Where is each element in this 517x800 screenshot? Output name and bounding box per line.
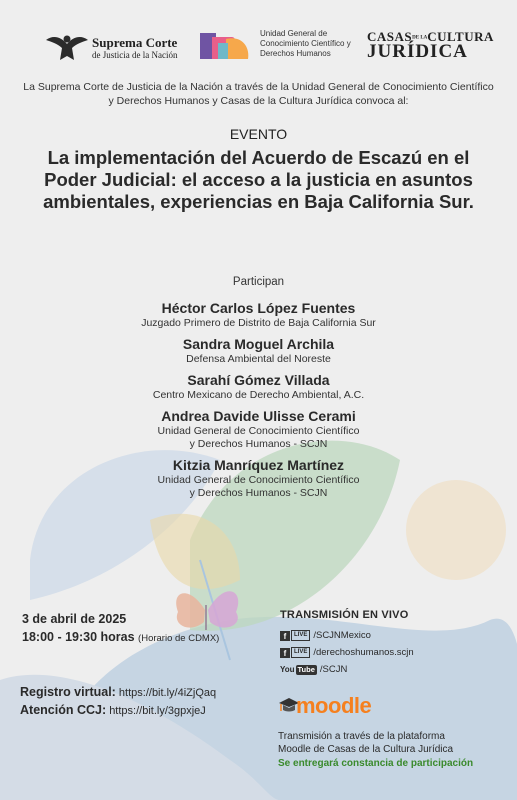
atencion-link[interactable]: https://bit.ly/3gpxjeJ bbox=[109, 705, 206, 717]
casas-word: CASAS bbox=[367, 29, 413, 44]
moodle-wordmark: moodle bbox=[296, 693, 372, 718]
live-badge: LIVE bbox=[291, 630, 310, 641]
unidad-general-logo bbox=[198, 26, 368, 70]
participant-org-line2: y Derechos Humanos - SCJN bbox=[189, 487, 328, 499]
unidad-general-icon bbox=[198, 29, 252, 65]
participant-org: Unidad General de Conocimiento Científico bbox=[157, 425, 360, 437]
participant bbox=[0, 336, 517, 366]
casas-cultura-logo bbox=[367, 27, 494, 67]
event-time bbox=[22, 630, 219, 644]
moodle-logo bbox=[278, 693, 378, 723]
cultura-word: CULTURA bbox=[427, 29, 494, 44]
atencion-label: Atención CCJ: bbox=[20, 703, 107, 717]
facebook-link-dh[interactable] bbox=[280, 644, 414, 661]
platform-line2: Moodle de Casas de la Cultura Jurídica bbox=[278, 744, 454, 755]
facebook-icon: f bbox=[280, 631, 290, 641]
participants-list bbox=[0, 300, 517, 506]
participant-org-line2: y Derechos Humanos - SCJN bbox=[189, 438, 328, 450]
social-links bbox=[280, 627, 414, 678]
youtube-icon-you: You bbox=[280, 665, 295, 674]
youtube-icon-tube: Tube bbox=[297, 664, 315, 674]
scjn-name-line2: de Justicia de la Nación bbox=[92, 50, 178, 60]
certificate-note: Se entregará constancia de participación bbox=[278, 758, 474, 769]
time-range: 18:00 - 19:30 horas bbox=[22, 630, 135, 644]
facebook-handle: /derechoshumanos.scjn bbox=[313, 647, 414, 658]
unidad-general-text: Unidad General de Conocimiento Científico y Derechos Humanos bbox=[260, 29, 351, 58]
scjn-logo bbox=[44, 28, 184, 68]
platform-line1: Transmisión a través de la plataforma bbox=[278, 731, 445, 742]
participant-org: Juzgado Primero de Distrito de Baja California Sur bbox=[141, 317, 376, 329]
eagle-icon bbox=[44, 30, 90, 64]
live-badge: LIVE bbox=[291, 647, 310, 658]
de-la-word: DE LA bbox=[412, 35, 428, 41]
registro-link[interactable]: https://bit.ly/4iZjQaq bbox=[118, 687, 217, 699]
facebook-icon: f bbox=[280, 648, 290, 658]
participant-name: Héctor Carlos López Fuentes bbox=[161, 300, 356, 316]
participant-name: Andrea Davide Ulisse Cerami bbox=[161, 408, 356, 424]
participants-heading: Participan bbox=[232, 276, 285, 288]
header-logos bbox=[0, 24, 517, 70]
event-title: La implementación del Acuerdo de Escazú en el Poder Judicial: el acceso a la justicia en asuntos ambientales, experiencias en Baja California Sur. bbox=[43, 147, 474, 212]
participant-org: Defensa Ambiental del Noreste bbox=[186, 353, 331, 365]
timezone: (Horario de CDMX) bbox=[138, 633, 220, 644]
participant bbox=[0, 372, 517, 402]
platform-info bbox=[278, 730, 453, 756]
registro-label: Registro virtual: bbox=[20, 685, 116, 699]
transmission-heading: TRANSMISIÓN EN VIVO bbox=[280, 609, 409, 621]
participant-name: Sarahí Gómez Villada bbox=[187, 372, 330, 388]
participant bbox=[0, 300, 517, 330]
event-label: EVENTO bbox=[229, 126, 288, 142]
facebook-link-scjn[interactable] bbox=[280, 627, 414, 644]
participant bbox=[0, 457, 517, 500]
registration-info bbox=[20, 684, 216, 720]
event-date: 3 de abril de 2025 bbox=[22, 612, 127, 626]
participant-name: Kitzia Manríquez Martínez bbox=[172, 457, 345, 473]
youtube-link[interactable] bbox=[280, 661, 414, 678]
participant bbox=[0, 408, 517, 451]
juridica-word: JURÍDICA bbox=[367, 41, 468, 62]
youtube-handle: /SCJN bbox=[319, 664, 348, 675]
participant-name: Sandra Moguel Archila bbox=[182, 336, 335, 352]
scjn-name-line1: Suprema Corte bbox=[92, 35, 178, 50]
participant-org: Centro Mexicano de Derecho Ambiental, A.C. bbox=[152, 389, 365, 401]
intro-text: La Suprema Corte de Justicia de la Nación a través de la Unidad General de Conocimiento Científico y Derechos Humanos y Casas de la Cultura Jurídica convoca al: bbox=[23, 81, 494, 107]
participant-org: Unidad General de Conocimiento Científico bbox=[157, 474, 360, 486]
facebook-handle: /SCJNMexico bbox=[313, 630, 371, 641]
